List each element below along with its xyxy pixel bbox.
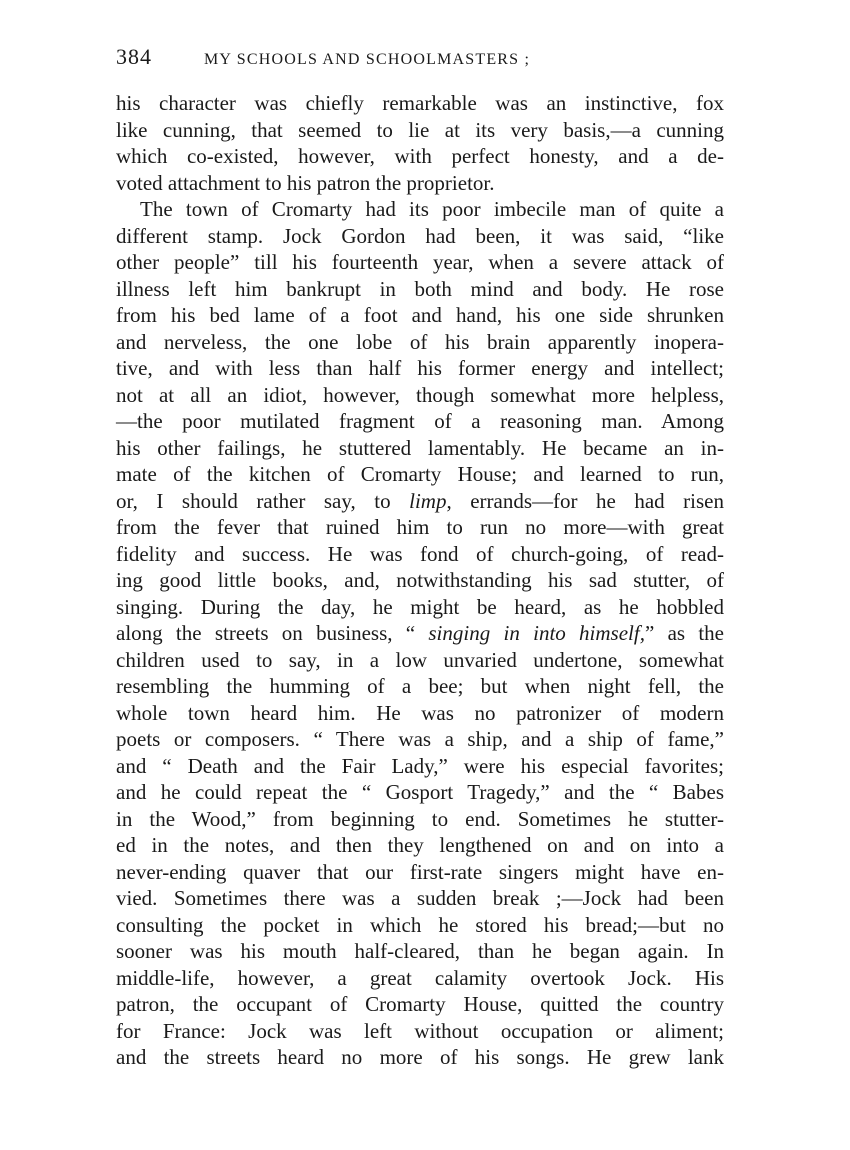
- text-line: and “ Death and the Fair Lady,” were his especial favorites;: [116, 753, 724, 778]
- text-line: fidelity and success. He was fond of church-going, of read-: [116, 541, 724, 566]
- running-title: MY SCHOOLS AND SCHOOLMASTERS ;: [204, 51, 531, 68]
- text-line: ing good little books, and, notwithstanding his sad stutter, of: [116, 568, 724, 592]
- text-line: tive, and with less than half his former energy and intellect;: [116, 356, 724, 380]
- text-line: children used to say, in a low unvaried undertone, somewhat: [116, 647, 724, 672]
- text-line: different stamp. Jock Gordon had been, it was said, “like: [116, 223, 724, 248]
- text-line: and he could repeat the “ Gosport Tragedy,” and the “ Babes: [116, 780, 724, 804]
- text-line: not at all an idiot, however, though somewhat more helpless,: [116, 382, 724, 407]
- text-line: singing. During the day, he might be heard, as he hobbled: [116, 594, 724, 619]
- book-page: [116, 44, 724, 1071]
- text-line: voted attachment to his patron the proprietor.: [116, 170, 495, 195]
- text-line: along the streets on business, “ singing in into himself,” as the: [116, 621, 724, 645]
- text-line: resembling the humming of a bee; but when night fell, the: [116, 674, 724, 698]
- text-line: for France: Jock was left without occupation or aliment;: [116, 1018, 724, 1043]
- running-head: [116, 44, 724, 82]
- text-line: ed in the notes, and then they lengthened on and on into a: [116, 833, 724, 857]
- text-line: poets or composers. “ There was a ship, and a ship of fame,”: [116, 727, 724, 751]
- paragraph-1: [116, 90, 724, 196]
- text-line: like cunning, that seemed to lie at its very basis,—a cunning: [116, 117, 724, 142]
- text-line: consulting the pocket in which he stored his bread;—but no: [116, 912, 724, 937]
- text-line: or, I should rather say, to limp, errands—for he had risen: [116, 488, 724, 513]
- text-line: from his bed lame of a foot and hand, his one side shrunken: [116, 303, 724, 327]
- text-line: his other failings, he stuttered lamentably. He became an in-: [116, 435, 724, 460]
- text-line: —the poor mutilated fragment of a reasoning man. Among: [116, 409, 724, 433]
- text-line: patron, the occupant of Cromarty House, quitted the country: [116, 992, 724, 1016]
- text-line: mate of the kitchen of Cromarty House; and learned to run,: [116, 462, 724, 486]
- text-line: in the Wood,” from beginning to end. Sometimes he stutter-: [116, 806, 724, 831]
- text-line: his character was chiefly remarkable was an instinctive, fox: [116, 91, 724, 115]
- text-line: whole town heard him. He was no patronizer of modern: [116, 700, 724, 725]
- paragraph-2: [116, 196, 724, 1071]
- text-line: The town of Cromarty had its poor imbecile man of quite a: [140, 197, 724, 221]
- text-line: and the streets heard no more of his songs. He grew lank: [116, 1045, 724, 1069]
- text-line: other people” till his fourteenth year, when a severe attack of: [116, 250, 724, 274]
- text-line: never-ending quaver that our first-rate singers might have en-: [116, 859, 724, 884]
- body-text: [116, 90, 724, 1071]
- text-line: middle-life, however, a great calamity overtook Jock. His: [116, 965, 724, 990]
- text-line: sooner was his mouth half-cleared, than he began again. In: [116, 939, 724, 963]
- text-line: and nerveless, the one lobe of his brain apparently inopera-: [116, 329, 724, 354]
- page-number: 384: [116, 44, 152, 69]
- text-line: which co-existed, however, with perfect honesty, and a de-: [116, 144, 724, 168]
- text-line: from the fever that ruined him to run no more—with great: [116, 515, 724, 539]
- text-line: illness left him bankrupt in both mind and body. He rose: [116, 276, 724, 301]
- text-line: vied. Sometimes there was a sudden break ;—Jock had been: [116, 886, 724, 910]
